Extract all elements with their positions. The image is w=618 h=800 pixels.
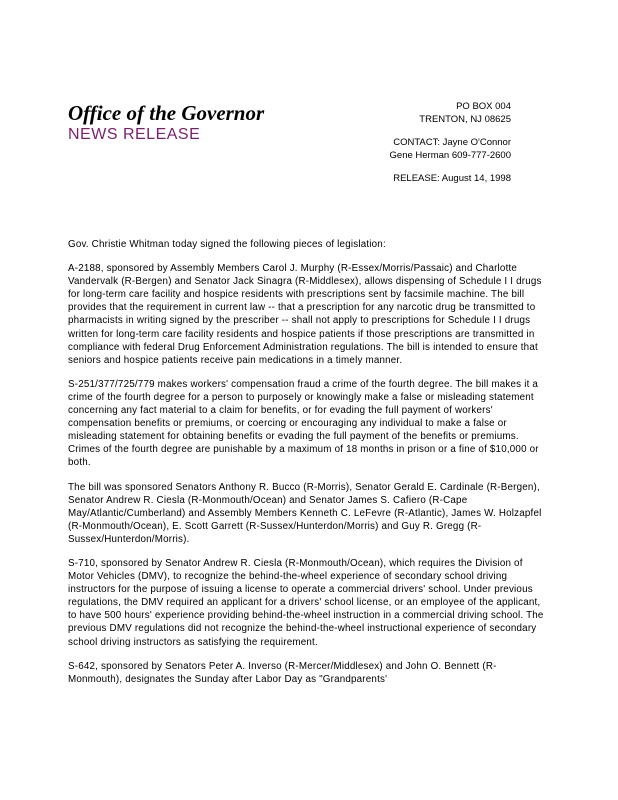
news-release-heading: NEWS RELEASE — [68, 126, 201, 143]
paragraph-a2188: A-2188, sponsored by Assembly Members Carol J. Murphy (R-Essex/Morris/Passaic) and Charlotte Vandervalk (R-Bergen) and Senator Jack Sinagra (R-Middlesex), allows dispensing of Schedule I I drugs for long-term care facility and hospice residents with prescriptions sent by facsimile machine. The bill provides that the requirement in current law -- that a prescription for any narcotic drug be transmitted to pharmacists in writing signed by the prescriber -- shall not apply to prescriptions for Schedule I I drugs written for long-term care facility residents and hospice patients if those prescriptions are transmitted in compliance with federal Drug Enforcement Administration regulations. The bill is intended to ensure that seniors and hospice patients receive pain medications in a timely manner. — [68, 263, 542, 366]
contact-block — [390, 100, 511, 185]
paragraph-s710: S-710, sponsored by Senator Andrew R. Ciesla (R-Monmouth/Ocean), which requires the Division of Motor Vehicles (DMV), to recognize the behind-the-wheel experience of secondary school driving instructors for the purpose of issuing a license to operate a commercial drivers' school. Under previous regulations, the DMV required an applicant for a drivers' school license, or an employee of the applicant, to have 500 hours' experience providing behind-the-wheel instruction in a commercial driving school. The previous DMV regulations did not recognize the behind-the-wheel instructional experience of secondary school driving instructors as satisfying the requirement. — [68, 557, 544, 648]
po-box: PO BOX 004 — [456, 101, 511, 112]
spacer — [390, 162, 511, 172]
city-address: TRENTON, NJ 08625 — [419, 114, 511, 125]
contact-line-2: Gene Herman 609-777-2600 — [389, 150, 511, 161]
body-text — [68, 238, 544, 697]
release-date: RELEASE: August 14, 1998 — [393, 173, 511, 184]
paragraph-s642: S-642, sponsored by Senators Peter A. Inverso (R-Mercer/Middlesex) and John O. Bennett (R-Monmouth), designates the Sunday after Labor Day as "Grandparents' — [68, 660, 497, 685]
intro-paragraph: Gov. Christie Whitman today signed the following pieces of legislation: — [68, 239, 386, 250]
contact-line: CONTACT: Jayne O'Connor — [393, 137, 511, 148]
office-title: Office of the Governor — [68, 101, 265, 125]
paragraph-sponsors: The bill was sponsored Senators Anthony R. Bucco (R-Morris), Senator Gerald E. Cardinale (R-Bergen), Senator Andrew R. Ciesla (R-Monmouth/Ocean) and Senator James S. Cafiero (R-Cape May/Atlantic/Cumberland) and Assembly Members Kenneth C. LeFevre (R-Atlantic), James W. Holzapfel (R-Monmouth/Ocean), E. Scott Garrett (R-Sussex/Hunterdon/Morris) and Guy R. Gregg (R-Sussex/Hunterdon/Morris). — [68, 481, 542, 545]
spacer — [390, 126, 511, 136]
paragraph-s251: S-251/377/725/779 makes workers' compensation fraud a crime of the fourth degree. The bill makes it a crime of the fourth degree for a person to purposely or knowingly make a false or misleading statement concerning any fact material to a claim for benefits, or for evading the full payment of workers' compensation benefits or premiums, or coercing or encouraging any individual to make a false or misleading statement for obtaining benefits or evading the full payment of the benefits or premiums. Crimes of the fourth degree are punishable by a maximum of 18 months in prison or a fine of $10,000 or both. — [68, 378, 539, 469]
